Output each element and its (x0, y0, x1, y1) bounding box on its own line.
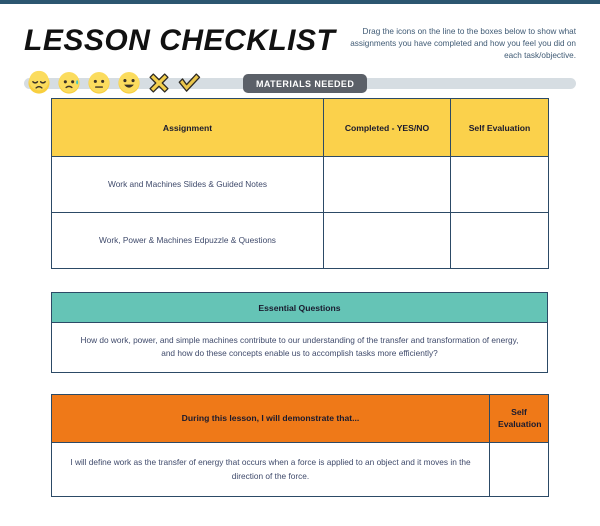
objectives-table-body (52, 443, 549, 497)
assignment-name-cell: Work and Machines Slides & Guided Notes (52, 157, 324, 213)
column-header-completed: Completed - YES/NO (324, 99, 451, 157)
assignment-table (51, 98, 549, 269)
completed-drop-cell[interactable] (324, 157, 451, 213)
completed-drop-cell[interactable] (324, 213, 451, 269)
assignment-table-head (52, 99, 549, 157)
page-title: LESSON CHECKLIST (24, 24, 336, 57)
essential-questions-block (51, 292, 548, 373)
happy-face-icon[interactable] (116, 70, 142, 96)
self-evaluation-drop-cell[interactable] (451, 157, 549, 213)
draggable-icon-row (26, 69, 202, 97)
essential-questions-heading: Essential Questions (52, 293, 547, 323)
worried-face-icon[interactable] (56, 70, 82, 96)
check-mark-icon[interactable] (176, 70, 202, 96)
x-mark-icon[interactable] (146, 70, 172, 96)
top-accent-bar (0, 0, 600, 4)
objectives-table (51, 394, 549, 497)
column-header-assignment: Assignment (52, 99, 324, 157)
table-row (52, 443, 549, 497)
page-header (0, 22, 600, 68)
table-row (52, 213, 549, 269)
column-header-objective-self-evaluation: Self Evaluation (490, 395, 549, 443)
objective-text-cell: I will define work as the transfer of energy that occurs when a force is applied to an object and it moves in the direction of the force. (52, 443, 490, 497)
instructions-text: Drag the icons on the line to the boxes below to show what assignments you have completed and how you feel you did on each task/objective. (350, 27, 576, 60)
assignment-header-row (52, 99, 549, 157)
neutral-face-icon[interactable] (86, 70, 112, 96)
objectives-table-head (52, 395, 549, 443)
objectives-header-row (52, 395, 549, 443)
sad-sleepy-face-icon[interactable] (26, 70, 52, 96)
column-header-self-evaluation: Self Evaluation (451, 99, 549, 157)
assignment-table-body (52, 157, 549, 269)
materials-needed-badge[interactable]: MATERIALS NEEDED (243, 74, 367, 93)
table-row (52, 157, 549, 213)
self-evaluation-drop-cell[interactable] (451, 213, 549, 269)
essential-questions-body: How do work, power, and simple machines contribute to our understanding of the transfer and transformation of energy, and how do these concepts enable us to accomplish tasks more efficiently? (52, 323, 547, 372)
objective-self-evaluation-drop-cell[interactable] (490, 443, 549, 497)
column-header-objective: During this lesson, I will demonstrate that... (52, 395, 490, 443)
assignment-name-cell: Work, Power & Machines Edpuzzle & Questions (52, 213, 324, 269)
